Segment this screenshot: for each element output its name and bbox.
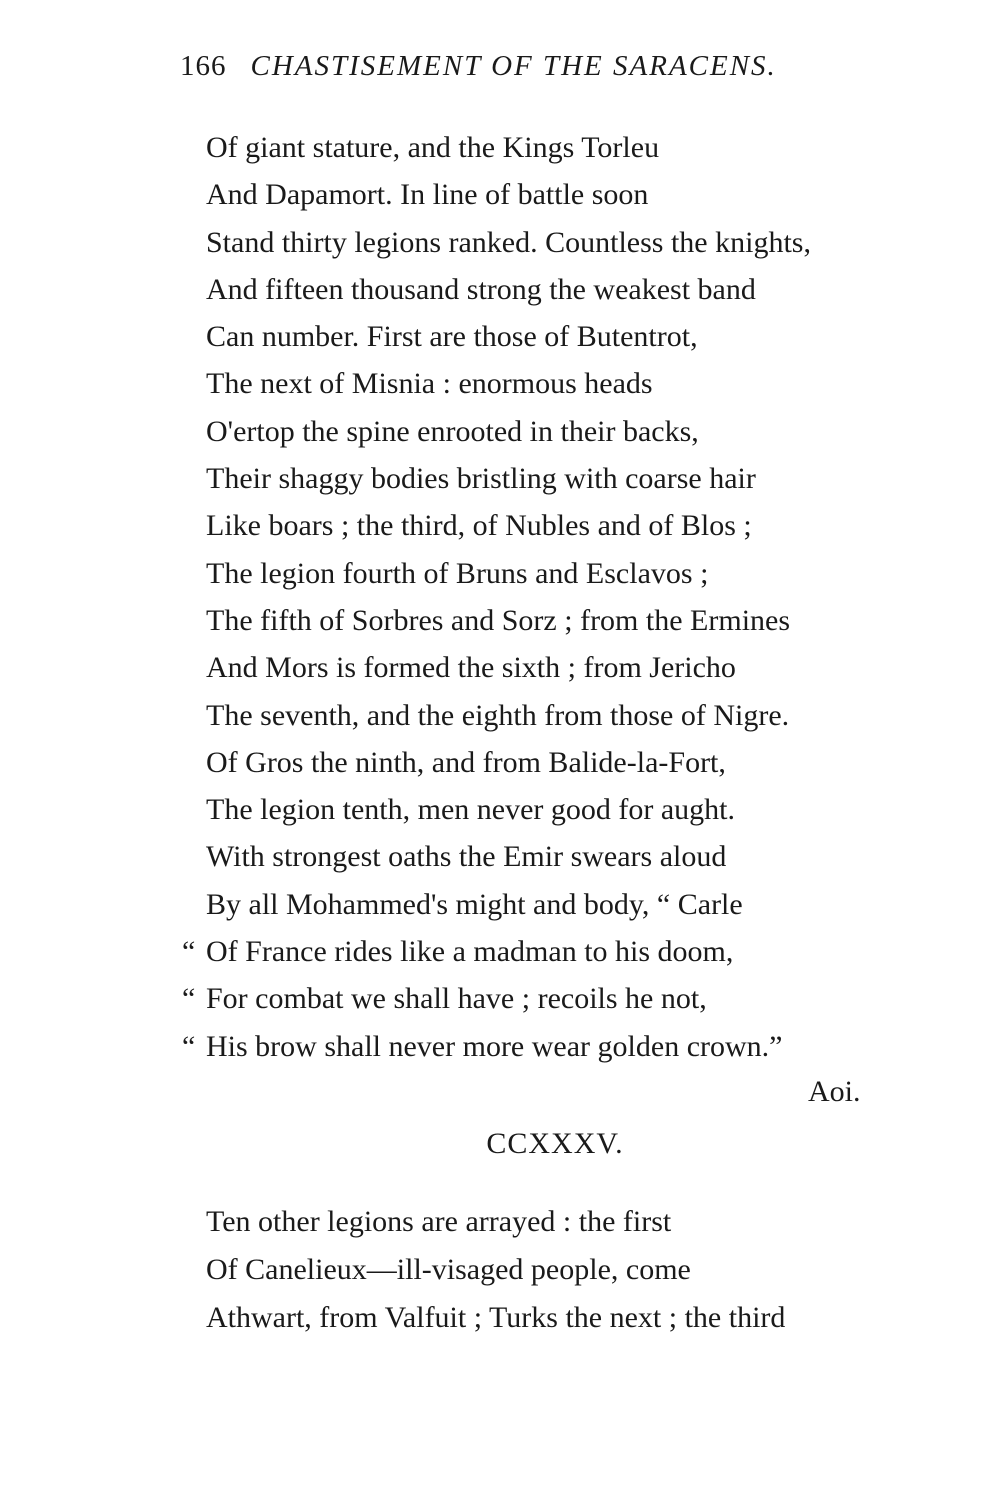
verse-text: Of Gros the ninth, and from Balide-la-Fort, [206, 745, 726, 779]
verse-text: By all Mohammed's might and body, “ Carle [206, 887, 743, 921]
verse-text: The legion tenth, men never good for aught. [206, 793, 736, 827]
opening-quote-mark: “ [182, 982, 196, 1016]
verse-text: His brow shall never more wear golden crown.” [206, 1029, 783, 1063]
verse-text: Athwart, from Valfuit ; Turks the next ; the third [206, 1301, 786, 1334]
verse-text: For combat we shall have ; recoils he not, [206, 982, 707, 1016]
verse-line [206, 408, 811, 455]
verse-line [206, 692, 811, 739]
verse-line [206, 124, 811, 171]
stanza-two [206, 1198, 785, 1342]
verse-line [206, 219, 811, 266]
verse-text: The seventh, and the eighth from those of Nigre. [206, 698, 790, 732]
verse-text: Their shaggy bodies bristling with coarse hair [206, 462, 756, 496]
verse-text: With strongest oaths the Emir swears aloud [206, 840, 727, 874]
verse-line [206, 313, 811, 360]
verse-text: The fifth of Sorbres and Sorz ; from the Ermines [206, 603, 791, 637]
verse-line [182, 975, 811, 1022]
verse-line [206, 644, 811, 691]
verse-line [206, 266, 811, 313]
verse-line [206, 881, 811, 928]
verse-text: The legion fourth of Bruns and Esclavos ; [206, 556, 709, 590]
verse-line [206, 502, 811, 549]
verse-text: Can number. First are those of Butentrot, [206, 320, 698, 354]
verse-text: Like boars ; the third, of Nubles and of Blos ; [206, 509, 752, 543]
verse-text: And Dapamort. In line of battle soon [206, 178, 649, 212]
verse-line [206, 455, 811, 502]
running-title: CHASTISEMENT OF THE SARACENS. [250, 50, 777, 82]
verse-line [206, 550, 811, 597]
verse-line [206, 1246, 785, 1294]
verse-line [206, 1294, 785, 1342]
verse-text: O'ertop the spine enrooted in their backs, [206, 414, 699, 448]
verse-text: And fifteen thousand strong the weakest band [206, 272, 756, 306]
refrain: Aoi. [808, 1075, 861, 1108]
verse-text: Of Canelieux—ill-visaged people, come [206, 1253, 691, 1286]
page-number: 166 [180, 50, 227, 82]
opening-quote-mark: “ [182, 935, 196, 969]
verse-text: Of France rides like a madman to his doom, [206, 935, 734, 969]
verse-text: Of giant stature, and the Kings Torleu [206, 131, 660, 164]
verse-line [206, 171, 811, 218]
verse-text: Stand thirty legions ranked. Countless the knights, [206, 225, 811, 259]
verse-text: The next of Misnia : enormous heads [206, 367, 653, 401]
verse-line [206, 360, 811, 407]
verse-line [206, 833, 811, 880]
verse-line [182, 1023, 811, 1070]
verse-text: Ten other legions are arrayed : the first [206, 1205, 672, 1238]
verse-line [182, 928, 811, 975]
stanza-one [182, 124, 811, 1070]
running-head [180, 50, 777, 83]
verse-line [206, 597, 811, 644]
verse-line [206, 739, 811, 786]
section-heading: CCXXXV. [486, 1127, 624, 1160]
verse-line [206, 786, 811, 833]
opening-quote-mark: “ [182, 1029, 196, 1063]
verse-line [206, 1198, 785, 1246]
verse-text: And Mors is formed the sixth ; from Jericho [206, 651, 736, 685]
